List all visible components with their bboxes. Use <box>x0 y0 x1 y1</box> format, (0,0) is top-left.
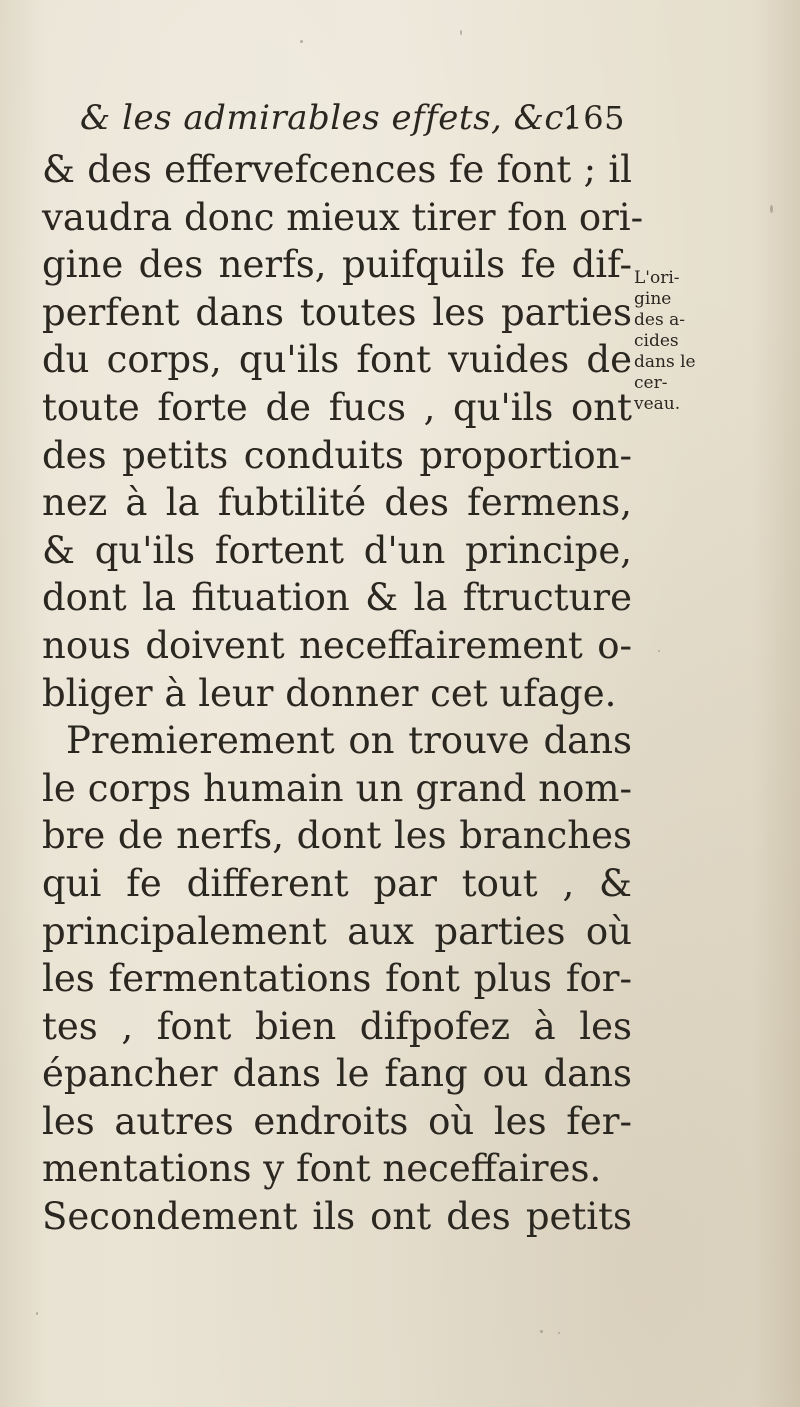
text-line: qui fe different par tout , & <box>42 861 632 905</box>
margin-note <box>634 268 714 415</box>
paper-speck <box>36 1312 38 1315</box>
margin-note-line: veau. <box>634 394 681 414</box>
paper-speck <box>300 40 303 43</box>
text-line: tes , font bien difpofez à les <box>42 1004 632 1048</box>
text-line: nous doivent neceffairement o- <box>42 623 632 667</box>
paper-speck <box>460 30 462 35</box>
text-line: épancher dans le fang ou dans <box>42 1052 632 1096</box>
paper-speck <box>558 1332 560 1334</box>
text-line: bre de nerfs, dont les branches <box>42 814 632 858</box>
text-line: principalement aux parties où <box>42 909 632 953</box>
margin-note-line: cides <box>634 331 679 351</box>
text-line: du corps, qu'ils font vuides de <box>42 338 632 382</box>
text-line: vaudra donc mieux tirer fon ori- <box>42 195 644 239</box>
text-line: les autres endroits où les fer- <box>42 1099 632 1143</box>
text-line: Premierement on trouve dans <box>66 719 632 763</box>
text-line: toute forte de fucs , qu'ils ont <box>42 385 632 429</box>
text-line: bliger à leur donner cet ufage. <box>42 671 617 715</box>
text-line: & des effervefcences fe font ; il <box>42 148 632 191</box>
body-text <box>42 146 644 1241</box>
text-line: Secondement ils ont des petits <box>42 1195 632 1239</box>
text-line: gine des nerfs, puifquils fe dif- <box>42 243 632 287</box>
paper-speck <box>540 1330 543 1333</box>
paper-speck <box>658 650 660 652</box>
running-title: & les admirables effets, &c. <box>80 98 576 138</box>
page-number: 165 <box>562 99 625 137</box>
margin-note-line: des a- <box>634 310 685 330</box>
margin-note-line: cer- <box>634 373 668 393</box>
text-line: dont la fituation & la ftructure <box>42 576 632 620</box>
text-line: nez à la fubtilité des fermens, <box>42 481 632 525</box>
text-line: & qu'ils fortent d'un principe, <box>42 528 632 572</box>
text-line: des petits conduits proportion- <box>42 433 632 477</box>
margin-note-line: gine <box>634 289 672 309</box>
text-line: mentations y font neceffaires. <box>42 1147 602 1191</box>
margin-note-line: L'ori- <box>634 268 680 288</box>
text-line: les fermentations font plus for- <box>42 957 632 1001</box>
running-header <box>80 93 625 143</box>
text-line: perfent dans toutes les parties <box>42 290 632 334</box>
margin-note-line: dans le <box>634 352 696 372</box>
paper-speck <box>770 205 773 213</box>
text-line: le corps humain un grand nom- <box>42 766 632 810</box>
